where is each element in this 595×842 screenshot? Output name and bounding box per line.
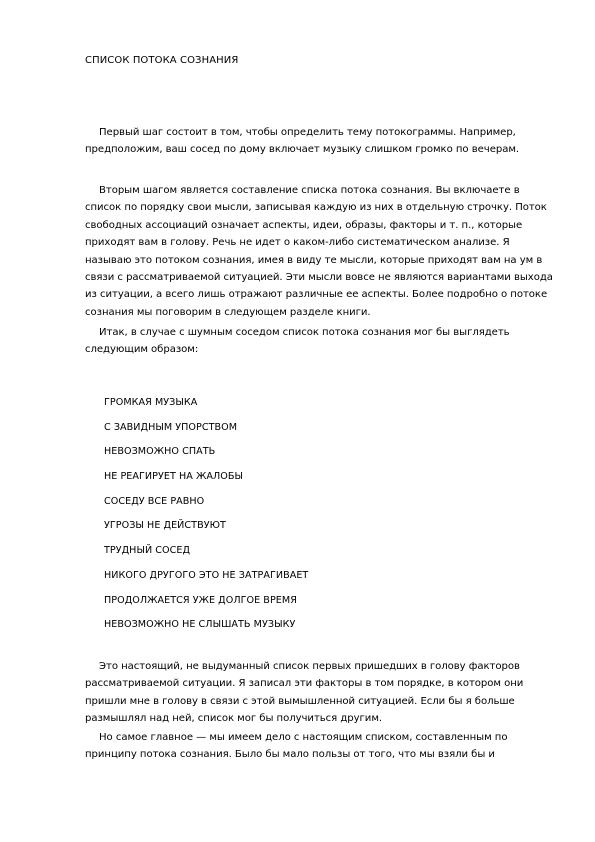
document-title: СПИСОК ПОТОКА СОЗНАНИЯ — [85, 55, 239, 66]
list-item: ТРУДНЫЙ СОСЕД — [104, 545, 191, 557]
list-item: ГРОМКАЯ МУЗЫКА — [104, 397, 198, 408]
list-item: УГРОЗЫ НЕ ДЕЙСТВУЮТ — [104, 520, 226, 532]
paragraph-3: Итак, в случае с шумным соседом список потока сознания мог бы выглядеть следующим образом: — [85, 327, 510, 356]
list-item: ПРОДОЛЖАЕТСЯ УЖЕ ДОЛГОЕ ВРЕМЯ — [104, 594, 297, 606]
list-item: СОСЕДУ ВСЕ РАВНО — [104, 495, 205, 507]
paragraph-2: Вторым шагом является составление списка потока сознания. Вы включаете в список по порядку свои мысли, записывая каждую из них в отдельную строчку. Поток свободных ассоциаций означает аспекты, идеи, образы, факторы и т. п., которые приходят вам в голову. Речь не идет о каком-либо систематическом анализе. Я называю это потоком сознания, имея в виду те мысли, которые приходят вам на ум в связи с рассматриваемой ситуацией. Эти мысли вовсе не являются вариантами выхода из ситуации, а всего лишь отражают различные ее аспекты. Более подробно о потоке сознания мы поговорим в следующем разделе книги. — [85, 185, 553, 318]
paragraph-5: Но самое главное — мы имеем дело с настоящим списком, составленным по принципу потока сознания. Было бы мало пользы от того, что мы взяли бы и — [85, 732, 508, 761]
list-item: НЕ РЕАГИРУЕТ НА ЖАЛОБЫ — [104, 471, 244, 483]
paragraph-4: Это настоящий, не выдуманный список первых пришедших в голову факторов рассматриваемой ситуации. Я записал эти факторы в том порядке, в котором они пришли мне в голову в связи с этой вымышленной ситуацией. Если бы я больше размышлял над ней, список мог бы получиться другим. — [85, 661, 524, 725]
list-item: НИКОГО ДРУГОГО ЭТО НЕ ЗАТРАГИВАЕТ — [104, 569, 309, 581]
paragraph-1: Первый шаг состоит в том, чтобы определить тему потокограммы. Например, предположим, ваш сосед по дому включает музыку слишком громко по вечерам. — [85, 127, 520, 156]
list-item: С ЗАВИДНЫМ УПОРСТВОМ — [104, 421, 238, 433]
list-item: НЕВОЗМОЖНО НЕ СЛЫШАТЬ МУЗЫКУ — [104, 619, 296, 631]
list-item: НЕВОЗМОЖНО СПАТЬ — [104, 446, 216, 458]
stream-of-consciousness-list — [104, 391, 308, 638]
